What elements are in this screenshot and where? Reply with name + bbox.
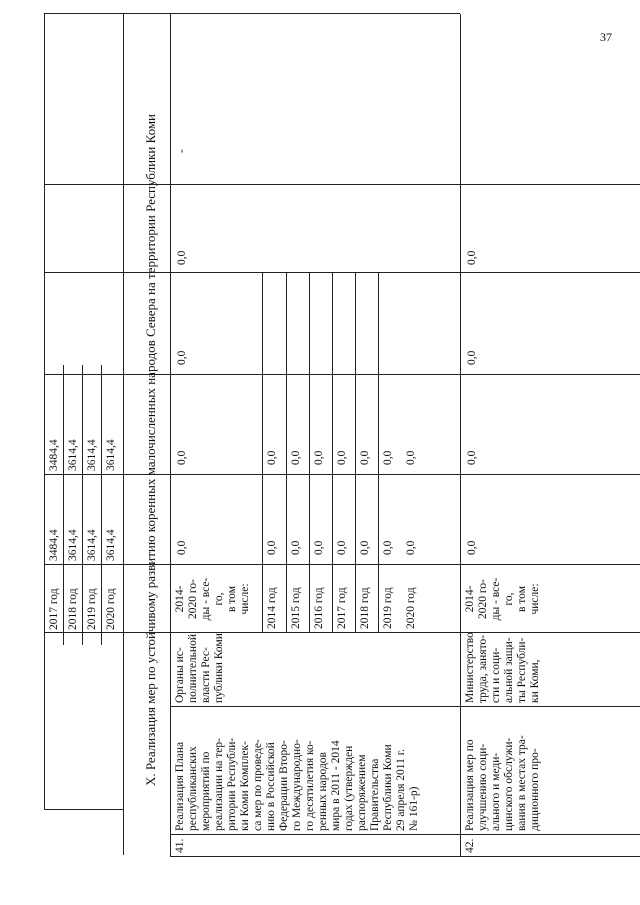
grid-line — [286, 273, 287, 633]
year-label: 2014 год — [266, 587, 278, 629]
grid-line — [170, 856, 640, 857]
row-period: 2014- 2020 го- ды - все- го, в том числе: — [174, 577, 251, 621]
year-label: 2017 год — [336, 587, 348, 629]
grid-line — [460, 14, 461, 857]
total-value: 0,0 — [176, 450, 188, 465]
grid-line — [44, 809, 123, 810]
year-label: 2019 год — [382, 587, 394, 629]
grid-line — [63, 365, 64, 645]
grid-line — [44, 14, 45, 810]
grid-line — [44, 13, 460, 14]
grid-line — [44, 184, 640, 185]
year-value: 0,0 — [290, 540, 302, 555]
year-value: 0,0 — [313, 540, 325, 555]
total-value: 0,0 — [176, 250, 188, 265]
total-value: 0,0 — [176, 350, 188, 365]
year-value: 0,0 — [266, 540, 278, 555]
grid-line — [309, 273, 310, 633]
top-value: 3614,4 — [67, 439, 79, 471]
grid-line — [44, 374, 640, 375]
grid-line — [44, 632, 640, 633]
year-value: 0,0 — [336, 450, 348, 465]
top-value: 3614,4 — [67, 529, 79, 561]
grid-line — [101, 365, 102, 645]
total-value: 0,0 — [466, 350, 478, 365]
row-number: 41. — [174, 838, 186, 853]
grid-line — [355, 273, 356, 633]
grid-line — [170, 706, 640, 707]
grid-line — [44, 474, 640, 475]
grid-line — [82, 365, 83, 645]
page-number: 37 — [600, 30, 612, 44]
grid-line — [378, 273, 379, 633]
year-value: 0,0 — [359, 540, 371, 555]
total-value: 0,0 — [466, 250, 478, 265]
total-value: 0,0 — [466, 450, 478, 465]
top-value: 3614,4 — [86, 529, 98, 561]
top-year: 2018 год — [67, 588, 79, 630]
year-value: 0,0 — [336, 540, 348, 555]
grid-line — [170, 834, 640, 835]
top-year: 2019 год — [86, 588, 98, 630]
total-value: 0,0 — [466, 540, 478, 555]
top-value: 3484,4 — [48, 439, 60, 471]
top-value: 3614,4 — [86, 439, 98, 471]
year-value: 0,0 — [405, 540, 417, 555]
year-label: 2018 год — [359, 587, 371, 629]
year-value: 0,0 — [382, 450, 394, 465]
year-value: 0,0 — [266, 450, 278, 465]
year-value: 0,0 — [359, 450, 371, 465]
grid-line — [44, 564, 640, 565]
top-value: 3484,4 — [48, 529, 60, 561]
top-value: 3614,4 — [105, 529, 117, 561]
row-name: Реализация мер по улучшению соци- ального и меди- цинского обслужи- вания в местах тра- диционного про- — [464, 735, 541, 831]
grid-line — [44, 272, 640, 273]
year-value: 0,0 — [382, 540, 394, 555]
year-value: 0,0 — [313, 450, 325, 465]
row-period: 2014- 2020 го- ды - все- го, в том числе: — [464, 577, 541, 621]
grid-line — [170, 14, 171, 857]
total-value: 0,0 — [176, 540, 188, 555]
dash-mark: - — [176, 149, 188, 153]
year-label: 2020 год — [405, 587, 417, 629]
top-value: 3614,4 — [105, 439, 117, 471]
grid-line — [123, 14, 124, 855]
section-title: X. Реализация мер по устойчивому развитию коренных малочисленных народов Севера на территории Республики Коми — [143, 113, 158, 787]
row-executor: Органы ис- полнительной власти Рес- публики Коми — [174, 633, 225, 703]
year-label: 2015 год — [290, 587, 302, 629]
grid-line — [262, 273, 263, 633]
row-number: 42. — [464, 838, 476, 853]
row-name: Реализация Плана республиканских мероприятий по реализации на тер- ритории Республи- ки Коми Комплек- са мер по проведе- нию в Российской Федерации Второ- го Международно- го десятилетия ко- ренных народов мира в 2011 - 2014 годах (утвержден распоряжением Правительства Республики Коми 29 апреля 2011 г. № 161-р) — [174, 737, 420, 831]
row-executor: Министерство труда, занято- сти и соци- альной защи- ты Республи- ки Коми, — [464, 632, 541, 703]
year-value: 0,0 — [290, 450, 302, 465]
grid-line — [332, 273, 333, 633]
top-year: 2020 год — [105, 588, 117, 630]
year-value: 0,0 — [405, 450, 417, 465]
top-year: 2017 год — [48, 588, 60, 630]
year-label: 2016 год — [313, 587, 325, 629]
